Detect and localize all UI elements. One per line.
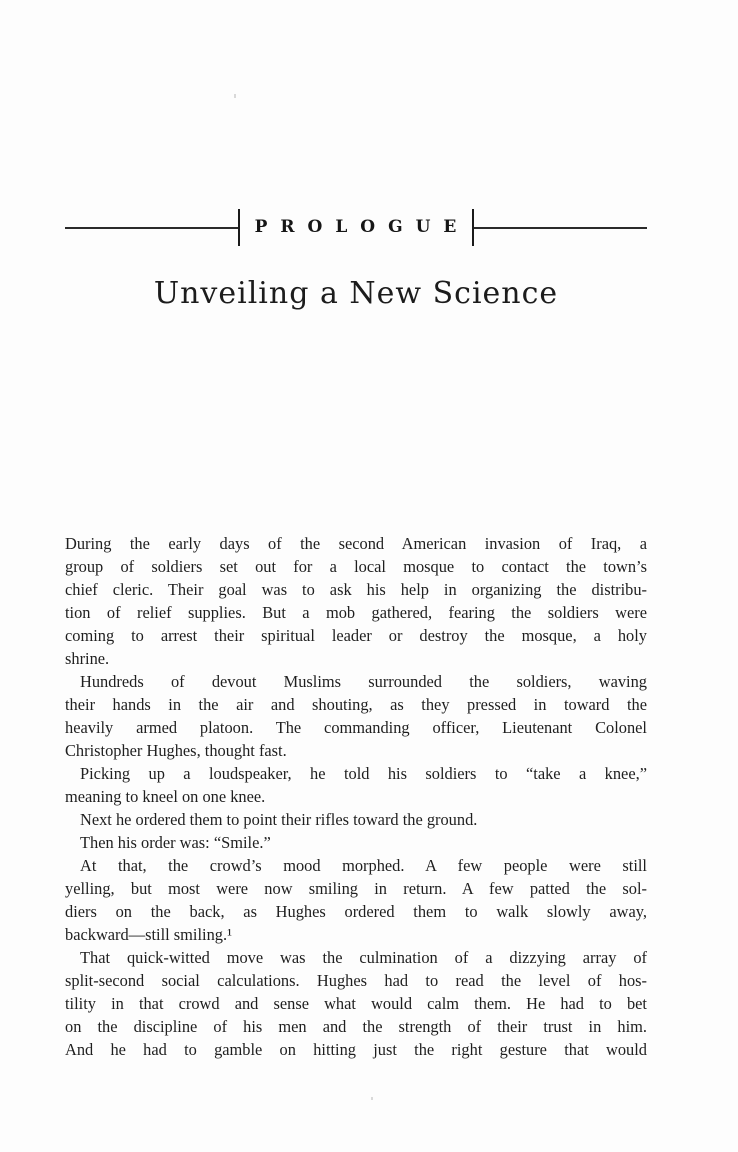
body-line: And he had to gamble on hitting just the right gesture that would	[65, 1040, 647, 1059]
body-line: meaning to kneel on one knee.	[65, 787, 266, 806]
header-rule-right	[474, 227, 647, 229]
body-line: chief cleric. Their goal was to ask his help in organizing the distribu-	[65, 580, 647, 599]
body-line: diers on the back, as Hughes ordered them to walk slowly away,	[65, 902, 647, 921]
chapter-title: Unveiling a New Science	[153, 276, 559, 311]
scan-speck	[371, 1097, 373, 1100]
body-line: Hundreds of devout Muslims surrounded the soldiers, waving	[80, 672, 647, 691]
body-line: group of soldiers set out for a local mosque to contact the town’s	[65, 557, 647, 576]
body-line: Christopher Hughes, thought fast.	[65, 741, 287, 760]
prologue-label: PROLOGUE	[254, 216, 470, 237]
body-text	[65, 532, 647, 1061]
body-line: At that, the crowd’s mood morphed. A few people were still	[80, 856, 647, 875]
body-line: yelling, but most were now smiling in return. A few patted the sol-	[65, 879, 647, 898]
body-line: Picking up a loudspeaker, he told his soldiers to “take a knee,”	[80, 764, 647, 783]
body-line: Then his order was: “Smile.”	[80, 833, 271, 852]
body-line: Next he ordered them to point their rifles toward the ground.	[80, 810, 478, 829]
body-line: split-second social calculations. Hughes had to read the level of hos-	[65, 971, 647, 990]
body-line: During the early days of the second American invasion of Iraq, a	[65, 534, 647, 553]
body-line: heavily armed platoon. The commanding officer, Lieutenant Colonel	[65, 718, 647, 737]
body-line: tility in that crowd and sense what would calm them. He had to bet	[65, 994, 647, 1013]
body-line: their hands in the air and shouting, as they pressed in toward the	[65, 695, 647, 714]
body-line: shrine.	[65, 649, 110, 668]
prologue-header	[65, 209, 647, 246]
body-line: coming to arrest their spiritual leader or destroy the mosque, a holy	[65, 626, 647, 645]
body-line: That quick-witted move was the culmination of a dizzying array of	[80, 948, 647, 967]
body-line: tion of relief supplies. But a mob gathered, fearing the soldiers were	[65, 603, 647, 622]
scan-speck	[234, 94, 236, 98]
body-line: backward—still smiling.¹	[65, 925, 232, 944]
header-rule-left	[65, 227, 238, 229]
body-line: on the discipline of his men and the strength of their trust in him.	[65, 1017, 647, 1036]
